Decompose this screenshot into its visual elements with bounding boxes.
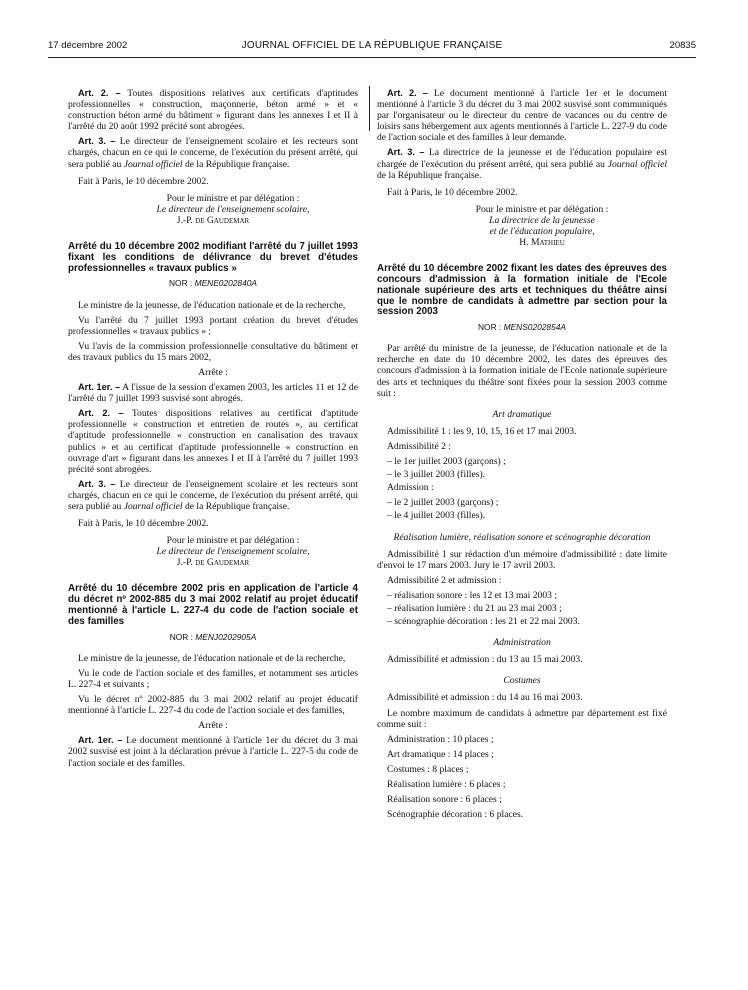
quota-item: Art dramatique : 14 places ;	[387, 748, 494, 760]
signature-title: et de l'éducation populaire,	[489, 226, 595, 238]
body-paragraph: Le ministre de la jeunesse, de l'éducation nationale et de la recherche,	[78, 299, 346, 311]
body-paragraph: Vu le code de l'action sociale et des familles, et notamment ses articles L. 227-4 et suivants ;	[68, 667, 358, 690]
signature-title: La directrice de la jeunesse	[489, 214, 595, 226]
quota-item: Réalisation sonore : 6 places ;	[387, 794, 502, 806]
arrete-heading: Arrête :	[198, 366, 228, 378]
signature-date: Fait à Paris, le 10 décembre 2002.	[78, 518, 209, 530]
nor-reference: NOR : MENS0202854A	[478, 322, 566, 333]
decree-title: Arrêté du 10 décembre 2002 pris en application de l'article 4 du décret nº 2002-885 du 3 mai 2002 relatif au projet éducatif mentionné à l'article L. 227-4 du code de l'action sociale et des familles	[68, 583, 358, 627]
signature-date: Fait à Paris, le 10 décembre 2002.	[387, 186, 518, 198]
schedule-line: Admissibilité et admission : du 13 au 15 mai 2003.	[387, 654, 583, 666]
section-heading: Administration	[493, 637, 551, 649]
left-column	[68, 88, 358, 773]
article-paragraph: Art. 2. – Toutes dispositions relatives aux certificats d'aptitudes professionnelles « construction, maçonnerie, béton armé » et « construction béton armé du bâtiment » figurant dans les annexes I et II à l'arrêté du 20 août 1992 précité sont abrogées.	[68, 88, 359, 133]
column-divider	[369, 86, 370, 131]
body-paragraph: Le ministre de la jeunesse, de l'éducation nationale et de la recherche,	[78, 652, 346, 664]
schedule-item: – le 3 juillet 2003 (filles).	[387, 469, 486, 481]
section-heading: Art dramatique	[492, 408, 552, 420]
schedule-item: – le 2 juillet 2003 (garçons) ;	[387, 497, 499, 509]
schedule-line: Admissibilité 1 : les 9, 10, 15, 16 et 17 mai 2003.	[387, 425, 577, 437]
article-paragraph: Art. 2. – Le document mentionné à l'article 1er et le document mentionné à l'article 3 du décret du 3 mai 2002 susvisé sont communiqués par l'organisateur ou le directeur du centre de vacances ou du centre de loisirs sans hébergement aux agents mentionnés à l'article L. 227-9 du code de l'action sociale et des familles à leur demande.	[377, 88, 667, 144]
signature-name: J.-P. de Gaudemar	[176, 214, 250, 226]
decree-title: Arrêté du 10 décembre 2002 modifiant l'arrêté du 7 juillet 1993 fixant les conditions de délivrance du brevet d'études professionnelles « travaux publics »	[68, 241, 358, 274]
schedule-line: Admissibilité 2 :	[387, 440, 451, 452]
header-rule	[48, 57, 696, 58]
body-paragraph: Le nombre maximum de candidats à admettre par département est fixé comme suit :	[377, 707, 667, 730]
schedule-item: – réalisation sonore : les 12 et 13 mai 2003 ;	[387, 589, 557, 601]
schedule-item: – le 1er juillet 2003 (garçons) ;	[387, 456, 506, 468]
header-date: 17 décembre 2002	[48, 40, 128, 51]
quota-item: Costumes : 8 places ;	[387, 763, 469, 775]
section-heading: Costumes	[503, 675, 541, 687]
journal-title: JOURNAL OFFICIEL DE LA RÉPUBLIQUE FRANÇAISE	[241, 40, 503, 51]
body-paragraph: Vu le décret nº 2002-885 du 3 mai 2002 relatif au projet éducatif mentionné à l'article L. 227-4 du code de l'action sociale et des familles,	[68, 694, 358, 717]
quota-item: Réalisation lumière : 6 places ;	[387, 779, 506, 791]
schedule-line: Admissibilité 2 et admission :	[387, 574, 502, 586]
article-paragraph: Art. 1er. – Le document mentionné à l'article 1er du décret du 3 mai 2002 susvisé est joint à la déclaration prévue à l'article L. 227-5 du code de l'action sociale et des familles.	[68, 735, 358, 769]
article-paragraph: Art. 1er. – A l'issue de la session d'examen 2003, les articles 11 et 12 de l'arrêté du 7 juillet 1993 susvisé sont abrogés.	[68, 382, 358, 405]
quota-item: Scénographie décoration : 6 places.	[387, 809, 524, 821]
section-heading: Réalisation lumière, réalisation sonore et scénographie décoration	[393, 531, 651, 543]
signature-line: Pour le ministre et par délégation :	[166, 192, 300, 204]
signature-line: Pour le ministre et par délégation :	[166, 535, 300, 547]
article-paragraph: Art. 3. – Le directeur de l'enseignement scolaire et les recteurs sont chargés, chacun en ce qui le concerne, de l'exécution du présent arrêté, qui sera publié au Journal officiel de la République française.	[68, 478, 358, 513]
decree-title: Arrêté du 10 décembre 2002 fixant les dates des épreuves des concours d'admission à la formation initiale de l'Ecole nationale supérieure des arts et techniques du théâtre ainsi que le nombre de candidats à admettre par section pour la session 2003	[377, 263, 667, 318]
right-column	[377, 88, 667, 824]
signature-title: Le directeur de l'enseignement scolaire,	[156, 203, 310, 215]
quota-item: Administration : 10 places ;	[387, 733, 494, 745]
schedule-item: – réalisation lumière : du 21 au 23 mai 2003 ;	[387, 602, 562, 614]
body-paragraph: Vu l'arrêté du 7 juillet 1993 portant création du brevet d'études professionnelles « travaux publics » ;	[68, 314, 358, 337]
body-paragraph: Vu l'avis de la commission professionnelle consultative du bâtiment et des travaux publics du 15 mars 2002,	[68, 340, 358, 363]
signature-title: Le directeur de l'enseignement scolaire,	[156, 546, 310, 558]
body-paragraph: Par arrêté du ministre de la jeunesse, de l'éducation nationale et de la recherche en date du 10 décembre 2002, les dates des épreuves des concours d'admission à la formation initiale de l'Ecole nationale supérieure des arts et techniques du théâtre sont fixées pour la session 2003 comme suit :	[377, 343, 667, 399]
signature-name: J.-P. de Gaudemar	[176, 557, 250, 569]
schedule-item: – scénographie décoration : les 21 et 22 mai 2003.	[387, 616, 580, 628]
schedule-line: Admissibilité 1 sur rédaction d'un mémoire d'admissibilité : date limite d'envoi le 17 mars 2003. Jury le 17 avril 2003.	[377, 548, 667, 571]
schedule-item: – le 4 juillet 2003 (filles).	[387, 510, 486, 522]
article-paragraph: Art. 2. – Toutes dispositions relatives au certificat d'aptitude professionnelle « construction et entretien de routes », au certificat d'aptitude professionnelle « construction en canalisation des travaux publics » et au certificat d'aptitude professionnelle « construction en ouvrage d'art » figurant dans les annexes I et II à l'arrêté du 7 juillet 1993 précité sont abrogées.	[68, 408, 358, 475]
signature-name: H. Mathieu	[519, 237, 565, 249]
arrete-heading: Arrête :	[198, 720, 228, 732]
schedule-line: Admission :	[387, 482, 434, 494]
page-header	[48, 40, 696, 56]
article-paragraph: Art. 3. – La directrice de la jeunesse et de l'éducation populaire est chargée de l'exécution du présent arrêté, qui sera publié au Journal officiel de la République française.	[377, 147, 667, 181]
schedule-line: Admissibilité et admission : du 14 au 16 mai 2003.	[387, 692, 583, 704]
signature-line: Pour le ministre et par délégation :	[475, 203, 609, 215]
signature-date: Fait à Paris, le 10 décembre 2002.	[78, 175, 209, 187]
nor-reference: NOR : MENJ0202905A	[169, 631, 257, 642]
page-number: 20835	[669, 40, 696, 51]
nor-reference: NOR : MENE0202840A	[169, 278, 257, 289]
article-paragraph: Art. 3. – Le directeur de l'enseignement scolaire et les recteurs sont chargés, chacun en ce qui le concerne, de l'exécution du présent arrêté, qui sera publié au Journal officiel de la République française.	[68, 136, 358, 170]
